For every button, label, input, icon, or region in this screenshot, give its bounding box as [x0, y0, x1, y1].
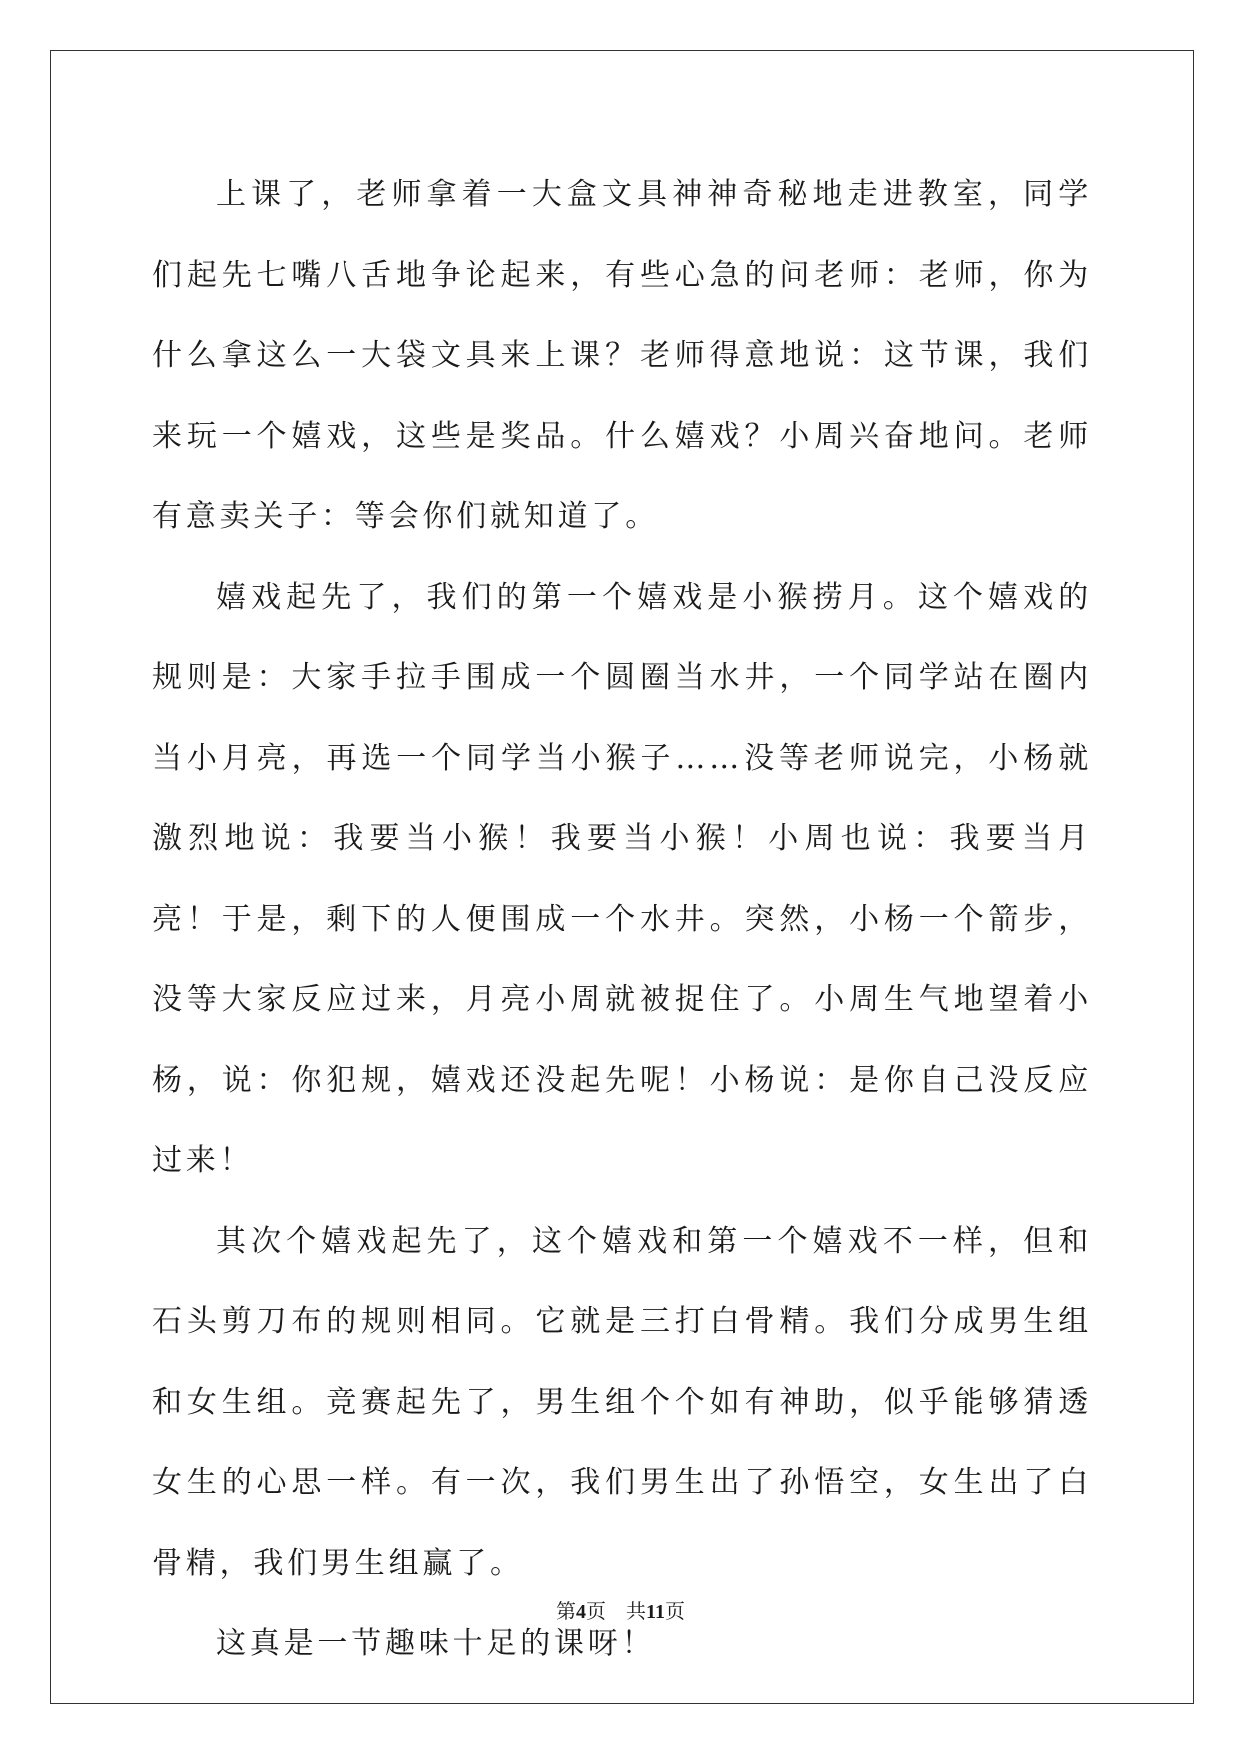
- paragraph-2: 嬉戏起先了，我们的第一个嬉戏是小猴捞月。这个嬉戏的规则是：大家手拉手围成一个圆圈当水井，一个同学站在圈内当小月亮，再选一个同学当小猴子……没等老师说完，小杨就激烈地说：我要当小猴！我要当小猴！小周也说：我要当月亮！于是，剩下的人便围成一个水井。突然，小杨一个箭步，没等大家反应过来，月亮小周就被捉住了。小周生气地望着小杨，说：你犯规，嬉戏还没起先呢！小杨说：是你自己没反应过来！: [152, 579, 1092, 1178]
- document-body: [152, 155, 1092, 1685]
- page-suffix: 页: [586, 1599, 607, 1623]
- total-pages: 11: [646, 1601, 665, 1623]
- total-prefix: 共: [626, 1599, 647, 1623]
- total-suffix: 页: [664, 1599, 685, 1623]
- page-footer: [0, 1599, 1241, 1624]
- paragraph-1: 上课了，老师拿着一大盒文具神神奇秘地走进教室，同学们起先七嘴八舌地争论起来，有些心急的问老师：老师，你为什么拿这么一大袋文具来上课？老师得意地说：这节课，我们来玩一个嬉戏，这些是奖品。什么嬉戏？小周兴奋地问。老师有意卖关子：等会你们就知道了。: [152, 177, 1092, 534]
- page-number: 4: [576, 1601, 587, 1623]
- page-prefix: 第: [556, 1599, 577, 1623]
- paragraph-3: 其次个嬉戏起先了，这个嬉戏和第一个嬉戏不一样，但和石头剪刀布的规则相同。它就是三打白骨精。我们分成男生组和女生组。竞赛起先了，男生组个个如有神助，似乎能够猜透女生的心思一样。有一次，我们男生出了孙悟空，女生出了白骨精，我们男生组赢了。: [152, 1223, 1092, 1581]
- paragraph-4: 这真是一节趣味十足的课呀！: [216, 1626, 656, 1661]
